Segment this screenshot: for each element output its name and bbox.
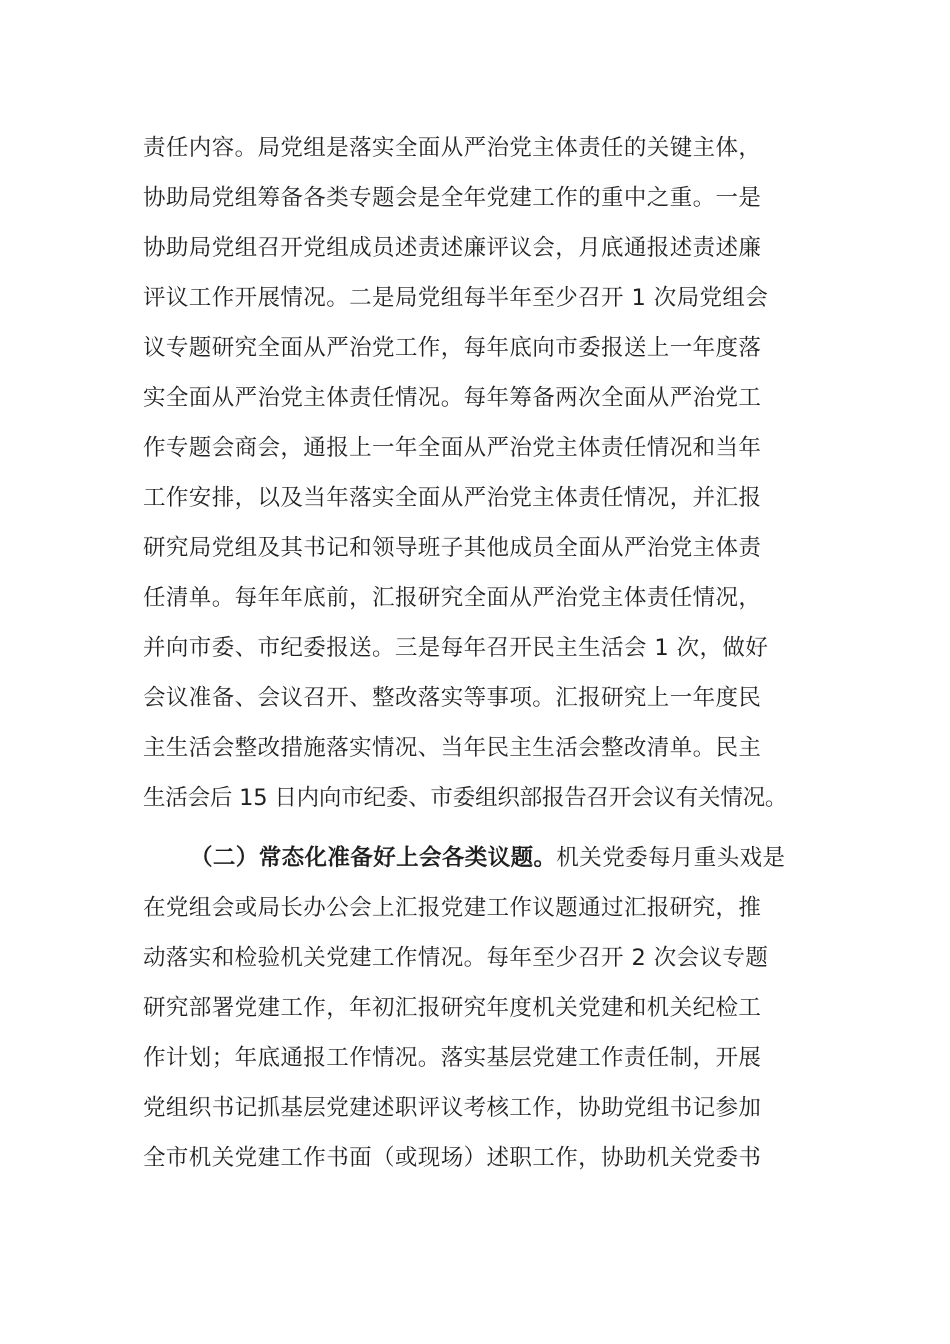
section-first-line bbox=[143, 833, 823, 883]
text-line: 生活会后 15 日内向市纪委、市委组织部报告召开会议有关情况。 bbox=[143, 785, 788, 811]
text-line: 会议准备、会议召开、整改落实等事项。汇报研究上一年度民 bbox=[143, 685, 762, 711]
text-line: 全市机关党建工作书面（或现场）述职工作，协助机关党委书 bbox=[143, 1145, 762, 1171]
text-line: 党组织书记抓基层党建述职评议考核工作，协助党组书记参加 bbox=[143, 1095, 762, 1121]
text-line: 作专题会商会，通报上一年全面从严治党主体责任情况和当年 bbox=[143, 435, 762, 461]
text-line: 并向市委、市纪委报送。三是每年召开民主生活会 1 次，做好 bbox=[143, 635, 769, 661]
text-line: 责任内容。局党组是落实全面从严治党主体责任的关键主体， bbox=[143, 135, 762, 161]
text-line: 研究部署党建工作，年初汇报研究年度机关党建和机关纪检工 bbox=[143, 995, 762, 1021]
text-line: 协助局党组召开党组成员述责述廉评议会，月底通报述责述廉 bbox=[143, 235, 762, 261]
text-line: 在党组会或局长办公会上汇报党建工作议题通过汇报研究，推 bbox=[143, 895, 762, 921]
text-line: 实全面从严治党主体责任情况。每年筹备两次全面从严治党工 bbox=[143, 385, 762, 411]
text-line: 动落实和检验机关党建工作情况。每年至少召开 2 次会议专题 bbox=[143, 945, 769, 971]
text-line: 协助局党组筹备各类专题会是全年党建工作的重中之重。一是 bbox=[143, 185, 762, 211]
paragraph-responsibility-content bbox=[143, 123, 823, 823]
text-line: 研究局党组及其书记和领导班子其他成员全面从严治党主体责 bbox=[143, 535, 762, 561]
text-line: 任清单。每年年底前，汇报研究全面从严治党主体责任情况， bbox=[143, 585, 762, 611]
section-heading: （二）常态化准备好上会各类议题。 bbox=[190, 845, 557, 871]
text-line: 工作安排，以及当年落实全面从严治党主体责任情况，并汇报 bbox=[143, 485, 762, 511]
text-line: 主生活会整改措施落实情况、当年民主生活会整改清单。民主 bbox=[143, 735, 762, 761]
paragraph-agenda-preparation bbox=[143, 833, 823, 1183]
text-line: 评议工作开展情况。二是局党组每半年至少召开 1 次局党组会 bbox=[143, 285, 769, 311]
text-line: 议专题研究全面从严治党工作，每年底向市委报送上一年度落 bbox=[143, 335, 762, 361]
text-line: 作计划；年底通报工作情况。落实基层党建工作责任制，开展 bbox=[143, 1045, 762, 1071]
section-first-line-text: 机关党委每月重头戏是 bbox=[556, 845, 786, 871]
